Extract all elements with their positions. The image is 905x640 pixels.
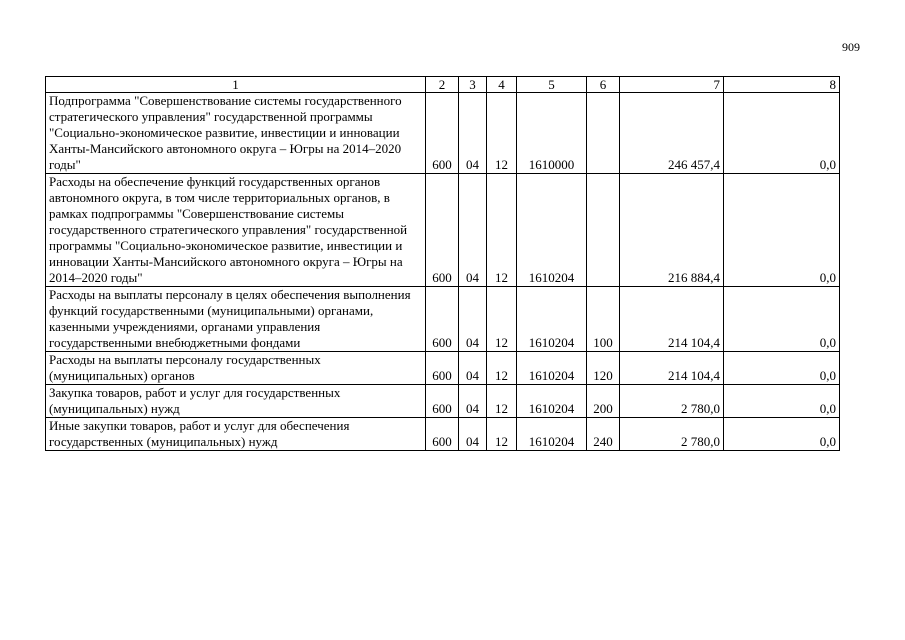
cell-section: 04 xyxy=(459,93,487,174)
cell-expense-type xyxy=(587,93,620,174)
cell-section: 04 xyxy=(459,174,487,287)
header-cell-6: 6 xyxy=(587,77,620,93)
cell-amount: 2 780,0 xyxy=(620,385,724,418)
budget-table xyxy=(45,76,840,451)
cell-subsection: 12 xyxy=(487,385,517,418)
row-name: Расходы на обеспечение функций государственных органов автономного округа, в том числе территориальных органов, в рамках подпрограммы "Совершенствование системы государственного стратегического управления" государственной программы "Социально-экономическое развитие, инвестиции и инновации Ханты-Мансийского автономного округа – Югры на 2014–2020 годы" xyxy=(46,174,426,287)
table-row xyxy=(46,93,840,174)
row-name: Расходы на выплаты персоналу государственных (муниципальных) органов xyxy=(46,352,426,385)
header-cell-7: 7 xyxy=(620,77,724,93)
cell-ministry: 600 xyxy=(426,287,459,352)
header-cell-8: 8 xyxy=(724,77,840,93)
header-cell-1: 1 xyxy=(46,77,426,93)
header-cell-3: 3 xyxy=(459,77,487,93)
cell-amount: 246 457,4 xyxy=(620,93,724,174)
cell-subsection: 12 xyxy=(487,418,517,451)
cell-expense-type: 200 xyxy=(587,385,620,418)
cell-amount-2: 0,0 xyxy=(724,385,840,418)
cell-subsection: 12 xyxy=(487,287,517,352)
cell-section: 04 xyxy=(459,287,487,352)
row-name: Подпрограмма "Совершенствование системы государственного стратегического управления" государственной программы "Социально-экономическое развитие, инвестиции и инновации Ханты-Мансийского автономного округа – Югры на 2014–2020 годы" xyxy=(46,93,426,174)
header-cell-2: 2 xyxy=(426,77,459,93)
page-number: 909 xyxy=(842,40,860,54)
cell-ministry: 600 xyxy=(426,174,459,287)
cell-subsection: 12 xyxy=(487,93,517,174)
cell-ministry: 600 xyxy=(426,93,459,174)
row-name: Иные закупки товаров, работ и услуг для обеспечения государственных (муниципальных) нужд xyxy=(46,418,426,451)
cell-amount: 2 780,0 xyxy=(620,418,724,451)
table-row xyxy=(46,287,840,352)
cell-amount-2: 0,0 xyxy=(724,418,840,451)
header-row xyxy=(46,77,840,93)
cell-ministry: 600 xyxy=(426,352,459,385)
cell-expense-type: 240 xyxy=(587,418,620,451)
table-row xyxy=(46,174,840,287)
table-row xyxy=(46,352,840,385)
cell-amount-2: 0,0 xyxy=(724,93,840,174)
cell-amount: 214 104,4 xyxy=(620,287,724,352)
cell-target-article: 1610204 xyxy=(517,418,587,451)
cell-amount-2: 0,0 xyxy=(724,174,840,287)
cell-amount: 214 104,4 xyxy=(620,352,724,385)
cell-amount-2: 0,0 xyxy=(724,352,840,385)
cell-ministry: 600 xyxy=(426,418,459,451)
header-cell-4: 4 xyxy=(487,77,517,93)
cell-target-article: 1610204 xyxy=(517,385,587,418)
cell-section: 04 xyxy=(459,385,487,418)
cell-target-article: 1610204 xyxy=(517,174,587,287)
table-row xyxy=(46,418,840,451)
cell-ministry: 600 xyxy=(426,385,459,418)
row-name: Расходы на выплаты персоналу в целях обеспечения выполнения функций государственными (муниципальными) органами, казенными учреждениями, органами управления государственными внебюджетными фондами xyxy=(46,287,426,352)
cell-target-article: 1610204 xyxy=(517,352,587,385)
cell-target-article: 1610204 xyxy=(517,287,587,352)
cell-subsection: 12 xyxy=(487,174,517,287)
cell-target-article: 1610000 xyxy=(517,93,587,174)
cell-amount: 216 884,4 xyxy=(620,174,724,287)
table-row xyxy=(46,385,840,418)
cell-subsection: 12 xyxy=(487,352,517,385)
header-cell-5: 5 xyxy=(517,77,587,93)
cell-amount-2: 0,0 xyxy=(724,287,840,352)
cell-section: 04 xyxy=(459,352,487,385)
cell-expense-type xyxy=(587,174,620,287)
cell-section: 04 xyxy=(459,418,487,451)
row-name: Закупка товаров, работ и услуг для государственных (муниципальных) нужд xyxy=(46,385,426,418)
cell-expense-type: 100 xyxy=(587,287,620,352)
cell-expense-type: 120 xyxy=(587,352,620,385)
